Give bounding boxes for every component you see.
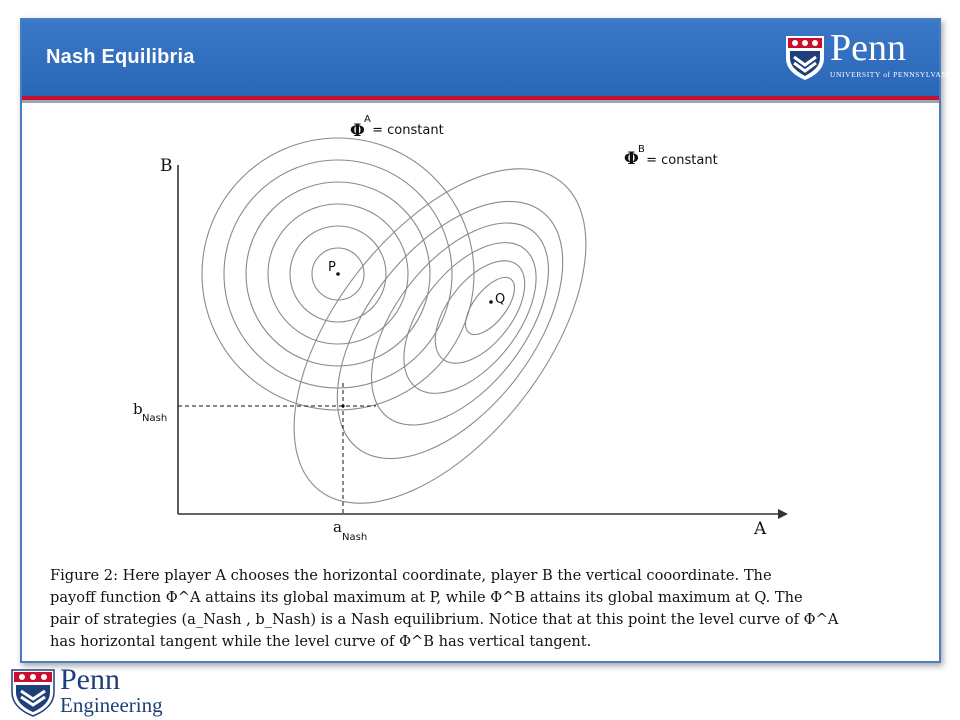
penn-engineering-wordmark: Penn <box>60 663 120 696</box>
phiA-symbol: Φ <box>350 121 365 141</box>
phiB-symbol: Φ <box>624 149 639 169</box>
b-nash-sub: Nash <box>142 413 168 424</box>
caption-line-4: has horizontal tangent while the level curve of Φ^B has vertical tangent. <box>50 633 592 650</box>
penn-subtitle: UNIVERSITY of PENNSYLVANIA <box>830 70 957 79</box>
gray-divider <box>22 100 939 103</box>
phiA-sup: A <box>364 114 371 125</box>
point-q-label: Q <box>495 292 506 307</box>
point-p-label: P <box>328 260 336 275</box>
axis-y-label: B <box>160 156 173 176</box>
a-nash-label: a <box>333 518 342 536</box>
phiB-contour-1 <box>456 269 523 342</box>
phiB-contour-4 <box>337 192 583 457</box>
a-nash-sub: Nash <box>342 532 368 543</box>
point-p-marker <box>336 272 340 276</box>
phiB-sup: B <box>638 144 645 155</box>
penn-engineering-subtitle: Engineering <box>60 693 163 717</box>
phiA-suffix: = constant <box>368 123 444 138</box>
point-q-marker <box>489 300 493 304</box>
axis-x-label: A <box>754 519 767 539</box>
phiB-contour-3 <box>378 219 562 417</box>
caption-line-2: payoff function Φ^A attains its global maximum at P, while Φ^B attains its global maximum at Q. The <box>50 589 803 606</box>
phiB-level-curves <box>237 118 642 548</box>
phiB-suffix: = constant <box>642 153 718 168</box>
phiB-contour-6 <box>237 118 642 548</box>
x-axis-arrow <box>778 509 788 519</box>
nash-equilibrium-figure <box>100 108 860 548</box>
nash-point-marker <box>341 404 344 407</box>
caption-line-1: Figure 2: Here player A chooses the horizontal coordinate, player B the vertical cooordinate. The <box>50 567 772 584</box>
phiB-contour-2 <box>418 245 542 379</box>
figure-caption <box>50 565 885 653</box>
caption-line-3: pair of strategies (a_Nash , b_Nash) is a Nash equilibrium. Notice that at this point the level curve of Φ^A <box>50 611 839 628</box>
b-nash-label: b <box>133 400 143 418</box>
penn-wordmark: Penn <box>830 27 906 69</box>
phiB-contour-5 <box>293 161 607 498</box>
slide-title: Nash Equilibria <box>46 46 195 68</box>
